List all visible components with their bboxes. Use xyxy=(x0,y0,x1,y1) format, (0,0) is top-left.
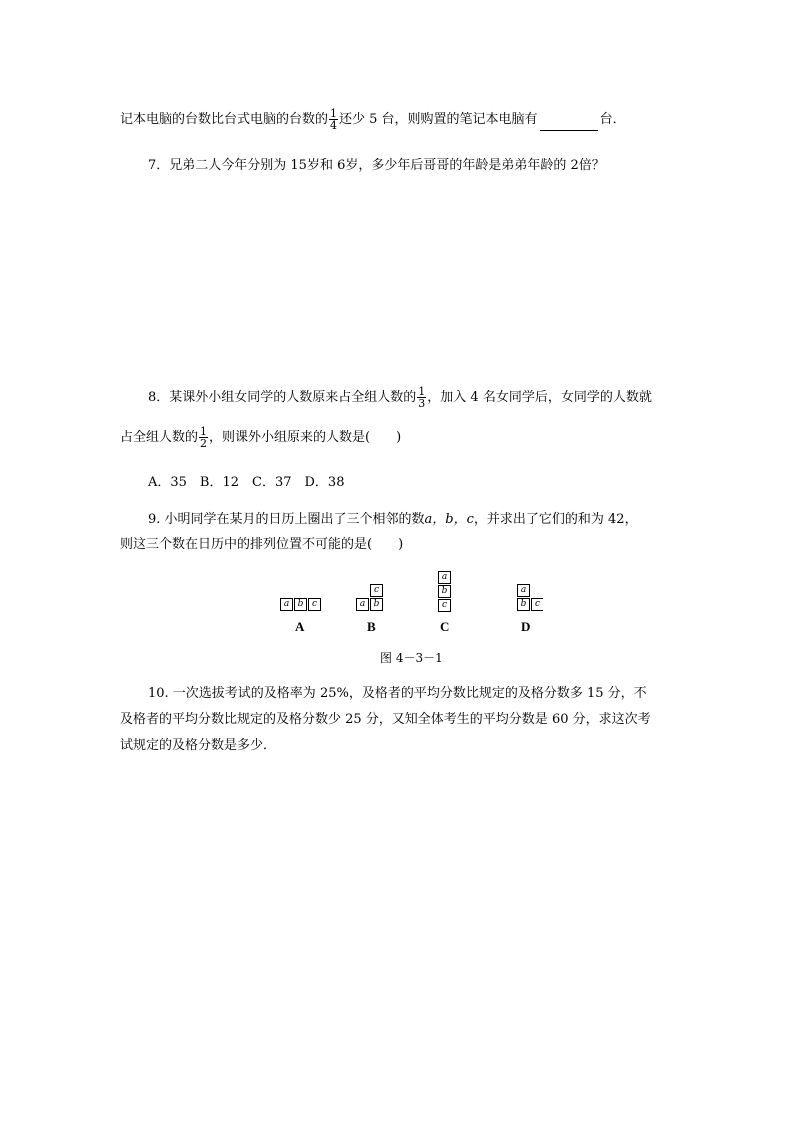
q9-line-2: 则这三个数在日历中的排列位置不可能的是( ) xyxy=(120,537,404,552)
q6-text-pre: 记本电脑的台数比台式电脑的台数的 xyxy=(120,112,329,127)
fig-a-cell-c: c xyxy=(308,598,321,611)
fig-c-cell-c: c xyxy=(438,599,451,612)
q10-line-3: 试规定的及格分数是多少． xyxy=(120,738,277,753)
fig-d-cell-c: c xyxy=(531,598,543,611)
fig-a-cell-b: b xyxy=(294,598,307,611)
q7-question: 7．兄弟二人今年分别为 15岁和 6岁，多少年后哥哥的年龄是弟弟年龄的 2倍？ xyxy=(148,158,605,173)
q9-line-1: 9. 小明同学在某月的日历上圈出了三个相邻的数a，b，c，并求出了它们的和为 42， xyxy=(148,512,638,527)
fig-d-cell-a: a xyxy=(517,584,530,597)
fig-label-c: C xyxy=(440,619,450,634)
q6-answer-blank[interactable] xyxy=(540,116,598,131)
q8-line-1: 8．某课外小组女同学的人数原来占全组人数的 $\frac{1}{3}$ ，加入 4 名女同学后，女同学的人数就 xyxy=(148,385,652,410)
q6-text-post: 台． xyxy=(599,112,626,127)
fig-b-cell-b: b xyxy=(370,598,383,611)
q6-text-mid: 还少 5 台，则购置的笔记本电脑有 xyxy=(339,112,538,127)
q8-fraction-1: $\frac{1}{3}$ xyxy=(418,385,426,410)
fig-label-d: D xyxy=(521,619,531,634)
figure-caption: 图 4－3－1 xyxy=(380,651,443,665)
fig-d-cell-b: b xyxy=(517,598,530,611)
fig-c-cell-b: b xyxy=(438,585,451,598)
q6-tail-line xyxy=(120,108,626,131)
q6-fraction: $\frac{1}{4}$ xyxy=(330,107,338,132)
fig-label-b: B xyxy=(367,619,376,634)
fig-b-cell-a: a xyxy=(356,598,369,611)
fig-c-cell-a: a xyxy=(438,571,451,584)
fig-label-a: A xyxy=(295,619,305,634)
fig-a-cell-a: a xyxy=(280,598,293,611)
q8-line-2: 占全组人数的 $\frac{1}{2}$ ，则课外小组原来的人数是( ) xyxy=(120,425,402,450)
q8-fraction-2: $\frac{1}{2}$ xyxy=(200,425,208,450)
q10-line-1: 10. 一次选拔考试的及格率为 25%，及格者的平均分数比规定的及格分数多 15 分，不 xyxy=(148,686,647,701)
q8-options: A．35 B．12 C．37 D．38 xyxy=(148,475,345,490)
q9-variables: a，b，c xyxy=(424,512,474,527)
q10-line-2: 及格者的平均分数比规定的及格分数少 25 分，又知全体考生的平均分数是 60 分，求这次考 xyxy=(120,712,651,727)
fig-b-cell-c: c xyxy=(370,584,383,597)
